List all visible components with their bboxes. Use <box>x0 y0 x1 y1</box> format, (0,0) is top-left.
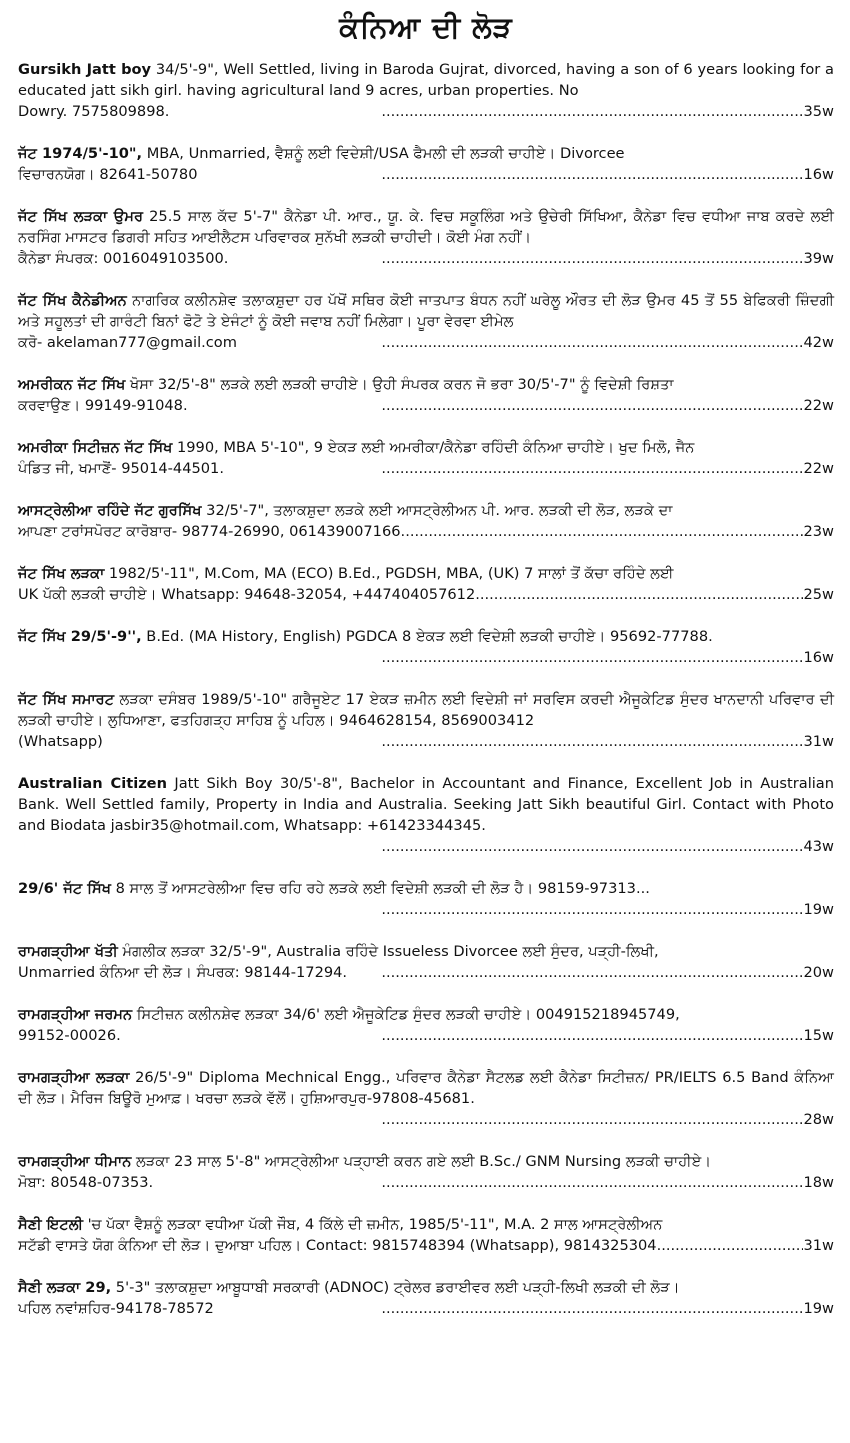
ad-footer <box>18 248 834 269</box>
ad-heading: ਜੱਟ 1974/5'-10", <box>18 145 143 162</box>
ad-text <box>18 1151 834 1172</box>
ad-heading: ਆਸਟ੍ਰੇਲੀਆ ਰਹਿੰਦੇ ਜੱਟ ਗੁਰਸਿੱਖ <box>18 502 202 519</box>
ad-heading: Australian Citizen <box>18 775 167 792</box>
classified-ad <box>18 941 834 983</box>
ad-contact: ਪੰਡਿਤ ਜੀ, ਖਮਾਣੋਂ- 95014-44501. <box>18 460 224 477</box>
classified-ad <box>18 374 834 416</box>
ad-footer <box>18 395 834 416</box>
classified-ad <box>18 1004 834 1046</box>
ad-footer <box>18 1235 834 1256</box>
ad-contact: ਕੈਨੇਡਾ ਸੰਪਰਕ: 0016049103500. <box>18 250 229 267</box>
ad-text <box>18 941 834 962</box>
classified-ad <box>18 437 834 479</box>
page-title: ਕੰਨਿਆ ਦੀ ਲੋੜ <box>339 10 513 44</box>
ad-body: 25.5 ਸਾਲ ਕੱਦ 5'-7" ਕੈਨੇਡਾ ਪੀ. ਆਰ., ਯੂ. ਕੇ. ਵਿਚ ਸਕੂਲਿੰਗ ਅਤੇ ਉਚੇਰੀ ਸਿੱਖਿਆ, ਕੈਨੇਡਾ ਵਿਚ ਵਧੀਆ ਜਾਬ ਕਰਦੇ ਲਈ ਨਰਸਿੰਗ ਮਾਸਟਰ ਡਿਗਰੀ ਸਹਿਤ ਆਈਲੈਟਸ ਪਰਿਵਾਰਕ ਸੁਨੱਖੀ ਲੜਕੀ ਚਾਹੀਦੀ। ਕੋਈ ਮੰਗ ਨਹੀਂ। <box>18 208 834 246</box>
ad-footer <box>18 101 834 122</box>
ad-body: MBA, Unmarried, ਵੈਸ਼ਨੂੰ ਲਈ ਵਿਦੇਸ਼ੀ/USA ਫੈਮਲੀ ਦੀ ਲੜਕੀ ਚਾਹੀਏ। Divorcee <box>142 145 625 162</box>
ad-heading: ਰਾਮਗੜ੍ਹੀਆ ਜਰਮਨ <box>18 1006 133 1023</box>
ad-heading: ਰਾਮਗੜ੍ਹੀਆ ਲੜਕਾ <box>18 1069 130 1086</box>
ad-contact: ਕਰੋ- akelaman777@gmail.com <box>18 334 237 351</box>
ad-text <box>18 437 834 458</box>
ad-heading: ਜੱਟ ਸਿੱਖ ਸਮਾਰਟ <box>18 691 115 708</box>
ad-text <box>18 59 834 101</box>
dot-leader <box>197 164 803 185</box>
ad-body: ਲੜਕਾ 23 ਸਾਲ 5'-8" ਆਸਟ੍ਰੇਲੀਆ ਪੜ੍ਹਾਈ ਕਰਨ ਗਏ ਲਈ B.Sc./ GNM Nursing ਲੜਕੀ ਚਾਹੀਏ। <box>131 1153 712 1170</box>
ad-heading: ਅਮਰੀਕਾ ਸਿਟੀਜ਼ਨ ਜੱਟ ਸਿੱਖ <box>18 439 173 456</box>
ad-heading: ਜੱਟ ਸਿੱਖ ਲੜਕਾ ਉਮਰ <box>18 208 144 225</box>
word-count: 43w <box>803 838 834 855</box>
dot-leader <box>121 1025 804 1046</box>
classified-ad <box>18 878 834 920</box>
word-count: 18w <box>803 1174 834 1191</box>
word-count: 25w <box>803 586 834 603</box>
ad-body: ਨਾਗਰਿਕ ਕਲੀਨਸ਼ੇਵ ਤਲਾਕਸ਼ੁਦਾ ਹਰ ਪੱਖੋਂ ਸਥਿਰ ਕੋਈ ਜਾਤਪਾਤ ਬੰਧਨ ਨਹੀਂ ਘਰੇਲੂ ਔਰਤ ਦੀ ਲੋੜ ਉਮਰ 45 ਤੋਂ 55 ਬੇਫਿਕਰੀ ਜ਼ਿੰਦਗੀ ਅਤੇ ਸਹੂਲਤਾਂ ਦੀ ਗਾਰੰਟੀ ਬਿਨਾਂ ਫੋਟੋ ਤੇ ਏਜੰਟਾਂ ਨੂੰ ਕੋਈ ਜਵਾਬ ਨਹੀਂ ਮਿਲੇਗਾ। ਪੂਰਾ ਵੇਰਵਾ ਈਮੇਲ <box>18 292 835 330</box>
ad-footer <box>18 899 834 920</box>
ad-body: B.Ed. (MA History, English) PGDCA 8 ਏਕੜ ਲਈ ਵਿਦੇਸ਼ੀ ਲੜਕੀ ਚਾਹੀਏ। 95692-77788. <box>141 628 713 645</box>
ad-footer <box>18 836 834 857</box>
dot-leader <box>18 836 803 857</box>
word-count: 16w <box>803 649 834 666</box>
classified-ad <box>18 290 834 353</box>
dot-leader <box>224 458 804 479</box>
ad-body: ਸਿਟੀਜ਼ਨ ਕਲੀਨਸ਼ੇਵ ਲੜਕਾ 34/6' ਲਈ ਐਜੂਕੇਟਿਡ ਸੁੰਦਰ ਲੜਕੀ ਚਾਹੀਏ। 004915218945749, <box>132 1006 680 1023</box>
ad-body: 1982/5'-11", M.Com, MA (ECO) B.Ed., PGDSH, MBA, (UK) 7 ਸਾਲਾਂ ਤੋਂ ਕੱਚਾ ਰਹਿੰਦੇ ਲਈ <box>104 565 674 582</box>
ad-contact: ਸਟੱਡੀ ਵਾਸਤੇ ਯੋਗ ਕੰਨਿਆ ਦੀ ਲੋੜ। ਦੁਆਬਾ ਪਹਿਲ। Contact: 9815748394 (Whatsapp), 9814325304.. <box>18 1237 666 1254</box>
dot-leader <box>18 1109 803 1130</box>
word-count: 16w <box>803 166 834 183</box>
classified-ad <box>18 563 834 605</box>
ad-heading: ਰਾਮਗੜ੍ਹੀਆ ਧੀਮਾਨ <box>18 1153 132 1170</box>
ad-text <box>18 878 834 899</box>
ad-text <box>18 143 834 164</box>
word-count: 22w <box>803 397 834 414</box>
classified-ad <box>18 773 834 857</box>
dot-leader <box>347 962 803 983</box>
ad-heading: Gursikh Jatt boy <box>18 61 152 78</box>
word-count: 35w <box>803 103 834 120</box>
ad-text <box>18 374 834 395</box>
ad-heading: ਅਮਰੀਕਨ ਜੱਟ ਸਿੱਖ <box>18 376 126 393</box>
ad-text <box>18 290 834 332</box>
ad-footer <box>18 332 834 353</box>
dot-leader <box>237 332 804 353</box>
ad-contact: UK ਪੱਕੀ ਲੜਕੀ ਚਾਹੀਏ। Whatsapp: 94648-32054, +447404057612. <box>18 586 480 603</box>
ads-list <box>18 59 834 1319</box>
ad-heading: ਸੈਣੀ ਇਟਲੀ <box>18 1216 83 1233</box>
dot-leader <box>103 731 804 752</box>
ad-contact: ਮੋਬਾ: 80548-07353. <box>18 1174 154 1191</box>
ad-heading: 29/6' ਜੱਟ ਸਿੱਖ <box>18 880 111 897</box>
ad-footer <box>18 1025 834 1046</box>
ad-heading: ਜੱਟ ਸਿੱਖ ਕੈਨੇਡੀਅਨ <box>18 292 127 309</box>
ad-contact: 99152-00026. <box>18 1027 121 1044</box>
ad-contact: Dowry. 7575809898. <box>18 103 170 120</box>
ad-contact: Unmarried ਕੰਨਿਆ ਦੀ ਲੋੜ। ਸੰਪਰਕ: 98144-17294. <box>18 964 348 981</box>
dot-leader <box>228 248 803 269</box>
ad-contact: ਵਿਚਾਰਨਯੋਗ। 82641-50780 <box>18 166 198 183</box>
classified-ad <box>18 1214 834 1256</box>
ad-contact: ਆਪਣਾ ਟਰਾਂਸਪੋਰਟ ਕਾਰੋਬਾਰ- 98774-26990, 061439007166. <box>18 523 406 540</box>
word-count: 31w <box>803 733 834 750</box>
classified-ad <box>18 689 834 752</box>
ad-text <box>18 689 834 731</box>
dot-leader <box>153 1172 803 1193</box>
word-count: 19w <box>803 1300 834 1317</box>
word-count: 20w <box>803 964 834 981</box>
ad-footer <box>18 164 834 185</box>
ad-text <box>18 773 834 836</box>
dot-leader <box>405 521 803 542</box>
dot-leader <box>18 647 803 668</box>
ad-heading: ਜੱਟ ਸਿੱਖ ਲੜਕਾ <box>18 565 105 582</box>
word-count: 31w <box>803 1237 834 1254</box>
dot-leader <box>480 584 804 605</box>
ad-footer <box>18 647 834 668</box>
word-count: 19w <box>803 901 834 918</box>
dot-leader <box>214 1298 804 1319</box>
ad-text <box>18 1277 834 1298</box>
dot-leader <box>18 899 803 920</box>
ad-body: 5'-3" ਤਲਾਕਸ਼ੁਦਾ ਆਬੂਧਾਬੀ ਸਰਕਾਰੀ (ADNOC) ਟ੍ਰੇਲਰ ਡਰਾਈਵਰ ਲਈ ਪੜ੍ਹੀ-ਲਿਖੀ ਲੜਕੀ ਦੀ ਲੋੜ। <box>111 1279 680 1296</box>
ad-body: 26/5'-9" Diploma Mechnical Engg., ਪਰਿਵਾਰ ਕੈਨੇਡਾ ਸੈਟਲਡ ਲਈ ਕੈਨੇਡਾ ਸਿਟੀਜ਼ਨ/ PR/IELTS 6.5 Band ਕੰਨਿਆ ਦੀ ਲੋੜ। ਮੈਰਿਜ ਬਿਊਰੋ ਮੁਆਫ਼। ਖਰਚਾ ਲੜਕੇ ਵੱਲੋਂ। ਹੁਸ਼ਿਆਰਪੁਰ-97808-45681. <box>18 1069 834 1107</box>
classified-ad <box>18 500 834 542</box>
classified-ad <box>18 1067 834 1130</box>
ad-footer <box>18 458 834 479</box>
ad-body: 32/5'-7", ਤਲਾਕਸ਼ੁਦਾ ਲੜਕੇ ਲਈ ਆਸਟ੍ਰੇਲੀਅਨ ਪੀ. ਆਰ. ਲੜਕੀ ਦੀ ਲੋੜ, ਲੜਕੇ ਦਾ <box>201 502 673 519</box>
classified-ad <box>18 143 834 185</box>
ad-heading: ਜੱਟ ਸਿੱਖ 29/5'-9'', <box>18 628 142 645</box>
dot-leader <box>169 101 803 122</box>
ad-body: 'ਚ ਪੱਕਾ ਵੈਸ਼ਨੂੰ ਲੜਕਾ ਵਧੀਆ ਪੱਕੀ ਜੌਬ, 4 ਕਿੱਲੇ ਦੀ ਜ਼ਮੀਨ, 1985/5'-11", M.A. 2 ਸਾਲ ਆਸਟ੍ਰੇਲੀਅਨ <box>83 1216 663 1233</box>
classified-ad <box>18 626 834 668</box>
word-count: 15w <box>803 1027 834 1044</box>
ad-body: ਮੰਗਲੀਕ ਲੜਕਾ 32/5'-9", Australia ਰਹਿੰਦੇ Issueless Divorcee ਲਈ ਸੁੰਦਰ, ਪੜ੍ਹੀ-ਲਿਖੀ, <box>117 943 659 960</box>
classified-ad <box>18 1277 834 1319</box>
ad-body: 1990, MBA 5'-10", 9 ਏਕੜ ਲਈ ਅਮਰੀਕਾ/ਕੈਨੇਡਾ ਰਹਿੰਦੀ ਕੰਨਿਆ ਚਾਹੀਏ। ਖੁਦ ਮਿਲੋ, ਜੈਨ <box>172 439 695 456</box>
ad-contact: ਕਰਵਾਉਣ। 99149-91048. <box>18 397 188 414</box>
ad-text <box>18 206 834 248</box>
ad-text <box>18 626 834 647</box>
ad-body: ਖੋਸਾ 32/5'-8" ਲੜਕੇ ਲਈ ਲੜਕੀ ਚਾਹੀਏ। ਉਹੀ ਸੰਪਰਕ ਕਰਨ ਜੋ ਭਰਾ 30/5'-7" ਨੂੰ ਵਿਦੇਸ਼ੀ ਰਿਸ਼ਤਾ <box>125 376 674 393</box>
ad-footer <box>18 731 834 752</box>
ad-contact: ਪਹਿਲ ਨਵਾਂਸ਼ਹਿਰ-94178-78572 <box>18 1300 214 1317</box>
ad-heading: ਸੈਣੀ ਲੜਕਾ 29, <box>18 1279 112 1296</box>
ad-body: 8 ਸਾਲ ਤੋਂ ਆਸਟਰੇਲੀਆ ਵਿਚ ਰਹਿ ਰਹੇ ਲੜਕੇ ਲਈ ਵਿਦੇਸ਼ੀ ਲੜਕੀ ਦੀ ਲੋੜ ਹੈ। 98159-97313... <box>110 880 650 897</box>
ad-footer <box>18 962 834 983</box>
ad-heading: ਰਾਮਗੜ੍ਹੀਆ ਖੱਤੀ <box>18 943 118 960</box>
ad-text <box>18 1067 834 1109</box>
classified-ad <box>18 1151 834 1193</box>
word-count: 28w <box>803 1111 834 1128</box>
classified-ad <box>18 206 834 269</box>
word-count: 22w <box>803 460 834 477</box>
dot-leader <box>666 1235 804 1256</box>
ad-body: ਲੜਕਾ ਦਸੰਬਰ 1989/5'-10" ਗਰੈਜੂਏਟ 17 ਏਕੜ ਜ਼ਮੀਨ ਲਈ ਵਿਦੇਸ਼ੀ ਜਾਂ ਸਰਵਿਸ ਕਰਦੀ ਐਜੂਕੇਟਿਡ ਸੁੰਦਰ ਖਾਨਦਾਨੀ ਪਰਿਵਾਰ ਦੀ ਲੜਕੀ ਚਾਹੀਏ। ਲੁਧਿਆਣਾ, ਫਤਹਿਗੜ੍ਹ ਸਾਹਿਬ ਨੂੰ ਪਹਿਲ। 9464628154, 8569003412 <box>18 691 834 729</box>
word-count: 42w <box>803 334 834 351</box>
ad-footer <box>18 1109 834 1130</box>
ad-text <box>18 500 834 521</box>
ad-text <box>18 1004 834 1025</box>
dot-leader <box>188 395 804 416</box>
ad-contact: (Whatsapp) <box>18 733 103 750</box>
ad-body: Jatt Sikh Boy 30/5'-8", Bachelor in Accountant and Finance, Excellent Job in Australian Bank. Well Settled family, Property in India and Australia. Seeking Jatt Sikh beautiful Girl. Contact with Photo and Biodata jasbir35@hotmail.com, Whatsapp: +61423344345. <box>18 775 834 834</box>
word-count: 39w <box>803 250 834 267</box>
ad-footer <box>18 584 834 605</box>
classified-ad <box>18 59 834 122</box>
ad-footer <box>18 1172 834 1193</box>
ad-footer <box>18 521 834 542</box>
ad-body: 34/5'-9", Well Settled, living in Baroda Gujrat, divorced, having a son of 6 years looking for a educated jatt sikh girl. having agricultural land 9 acres, urban properties. No <box>18 61 834 99</box>
ad-footer <box>18 1298 834 1319</box>
word-count: 23w <box>803 523 834 540</box>
ad-text <box>18 1214 834 1235</box>
ad-text <box>18 563 834 584</box>
